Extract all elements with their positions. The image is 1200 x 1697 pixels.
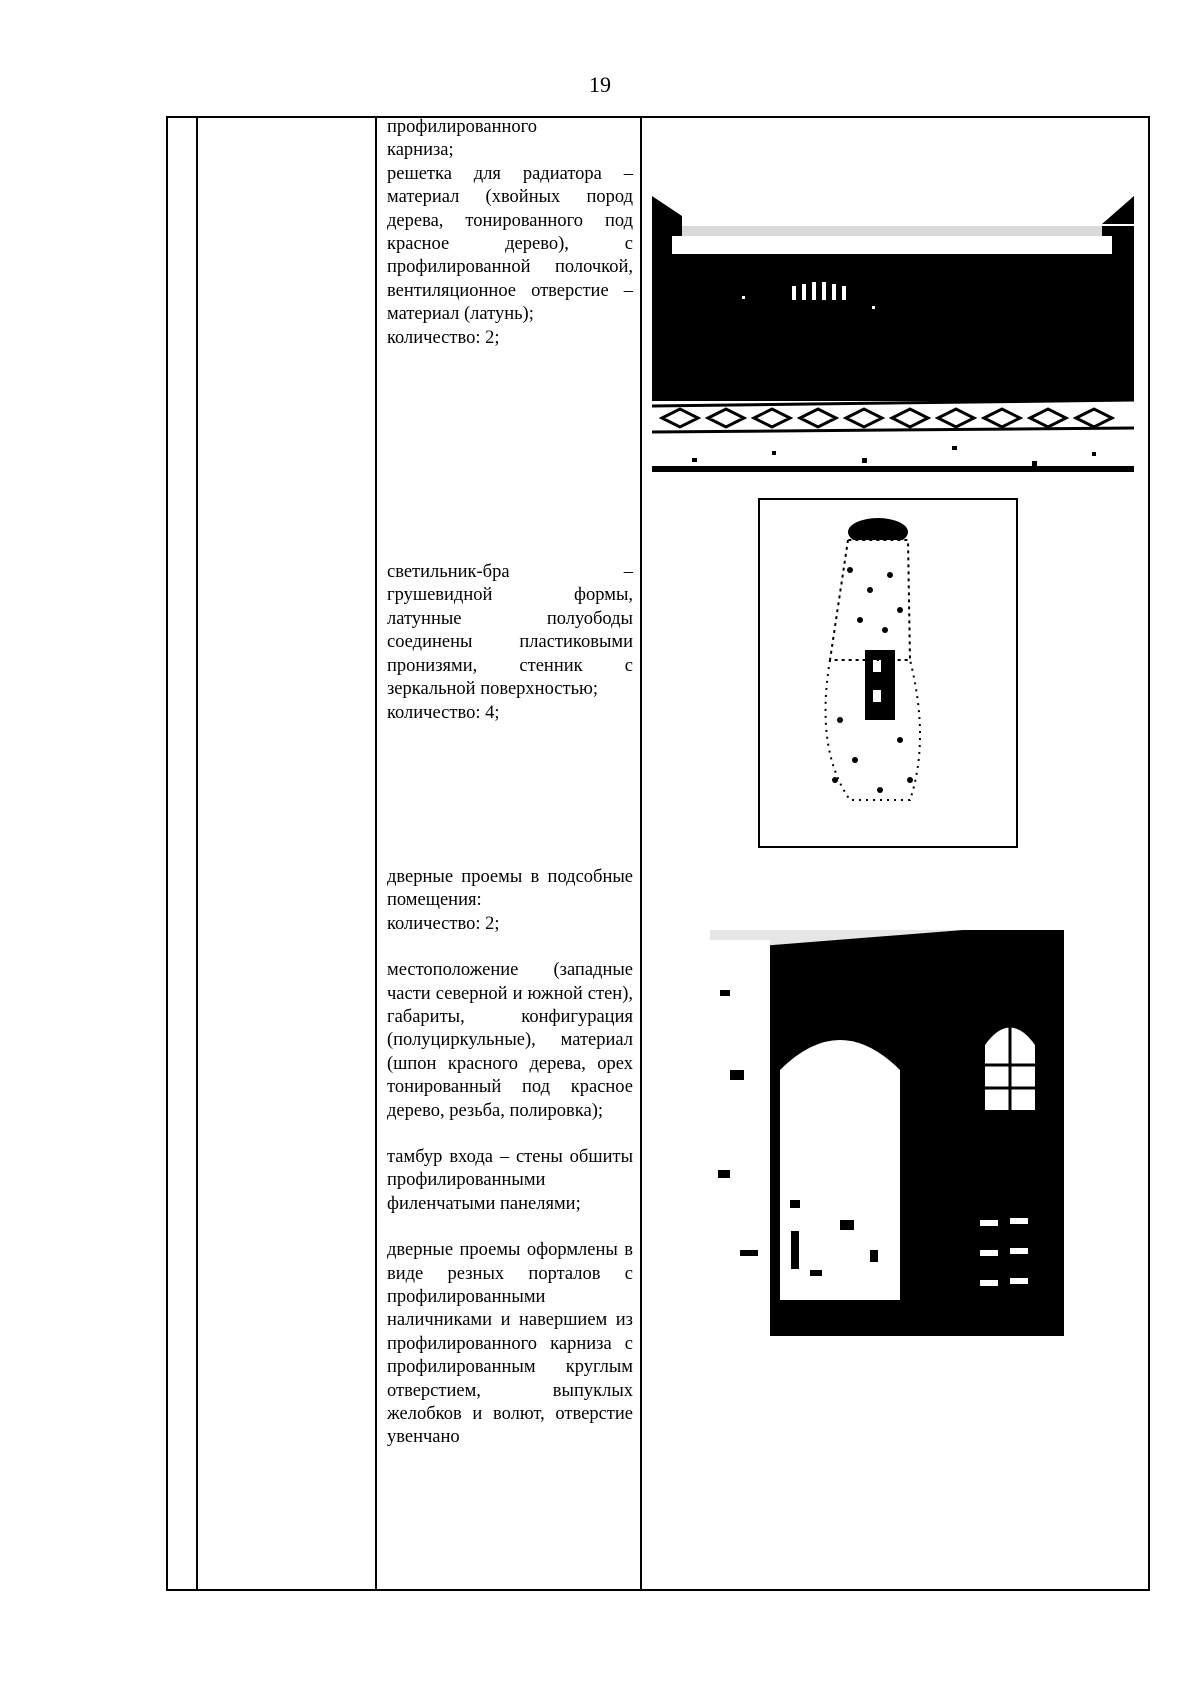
vestibule-description: тамбур входа – стены обшиты профилированными филенчатыми панелями; xyxy=(387,1146,633,1214)
page-number: 19 xyxy=(589,72,611,97)
table-divider-1 xyxy=(196,118,198,1589)
portals-description: дверные проемы оформлены в виде резных порталов с профилированными наличниками и навершием из профилированного карниза с профилированным круглым отверстием, выпуклых желобков и волют, отверстие увенчано xyxy=(387,1240,633,1448)
sconce-photo xyxy=(758,498,1018,848)
table-divider-3 xyxy=(640,118,642,1589)
sconce-quantity: количество: 4; xyxy=(387,702,500,723)
description-column xyxy=(387,116,633,1450)
doors-description: дверные проемы в подсобные помещения: xyxy=(387,866,633,911)
sconce-description: светильник-бра – грушевидной формы, латунные полуободы соединены пластиковыми пронизями, стенник с зеркальной поверхностью; xyxy=(387,562,633,700)
radiator-grille-photo xyxy=(652,196,1134,479)
radiator-description: решетка для радиатора – материал (хвойных пород дерева, тонированного под красное дерево), с профилированной полочкой, вентиляционное отверстие – материал (латунь); xyxy=(387,163,633,325)
doors-quantity: количество: 2; xyxy=(387,913,500,934)
arched-door-photo xyxy=(710,870,1064,1336)
cornice-tail-line-2: карниза; xyxy=(387,140,454,161)
radiator-quantity: количество: 2; xyxy=(387,327,500,348)
doors-location: местоположение (западные части северной и южной стен), габариты, конфигурация (полуциркульные), материал (шпон красного дерева, орех тонированный под красное дерево, резьба, полировка); xyxy=(387,960,633,1121)
table-divider-2 xyxy=(375,118,377,1589)
cornice-tail-line-1: профилированного xyxy=(387,117,538,137)
